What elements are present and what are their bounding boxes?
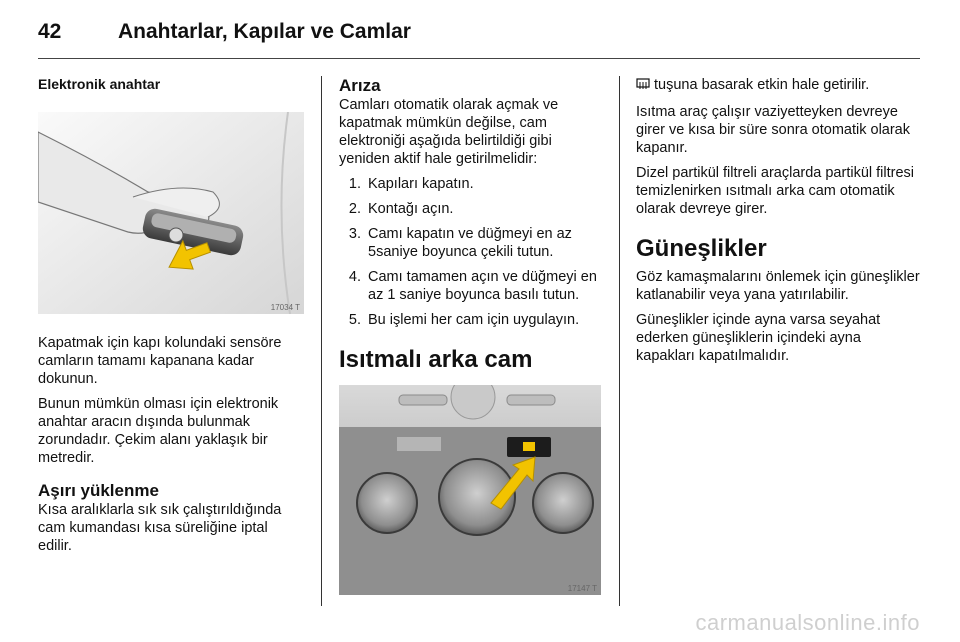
paragraph: Isıtma araç çalışır vaziyetteyken devreye girer ve kısa bir süre sonra otomatik olarak kapanır. (636, 104, 910, 156)
list-item: 4. Camı tamamen açın ve düğmeyi en az 1 saniye boyunca basılı tutun. (365, 268, 601, 304)
heading-overload: Aşırı yüklenme (38, 481, 159, 500)
paragraph: Bunun mümkün olması için elektronik anahtar aracın dışında bulunmak zorundadır. Çekim alanı yaklaşık bir metredir. (38, 396, 279, 466)
page-header (38, 18, 920, 59)
subheading-electronic-key: Elektronik anahtar (38, 76, 161, 92)
figure-code: 17147 T (567, 584, 597, 593)
climate-panel-illustration (339, 385, 601, 595)
list-item: 3. Camı kapatın ve düğmeyi en az 5saniye boyunca çekili tutun. (365, 225, 601, 261)
page-number: 42 (38, 20, 62, 43)
paragraph: Göz kamaşmalarını önlemek için güneşlikler katlanabilir veya yana yatırılabilir. (636, 269, 920, 303)
list-item: 1. Kapıları kapatın. (365, 175, 601, 193)
column-2 (339, 76, 601, 595)
steps-list (339, 175, 601, 329)
paragraph: tuşuna basarak etkin hale getirilir. (650, 77, 870, 93)
heading-fault: Arıza (339, 76, 381, 95)
electronic-key-figure (38, 112, 304, 314)
climate-control-figure (339, 385, 601, 595)
section-title-sun-visors: Güneşlikler (636, 235, 767, 262)
paragraph: Camları otomatik olarak açmak ve kapatmak mümkün değilse, cam elektroniği aşağıda belirtildiği gibi yeniden aktif hale getirilmelidir: (339, 97, 559, 167)
column-1 (38, 76, 304, 562)
hand-on-door-handle-illustration (38, 112, 304, 314)
rear-window-heater-icon (636, 78, 650, 96)
column-3 (636, 76, 920, 372)
paragraph: Kısa aralıklarla sık sık çalıştırıldığında cam kumandası kısa süreliğine iptal edilir. (38, 502, 282, 554)
section-title-heated-rear-window: Isıtmalı arka cam (339, 346, 533, 373)
list-item: 5. Bu işlemi her cam için uygulayın. (365, 311, 601, 329)
figure-code: 17034 T (270, 303, 300, 312)
paragraph: Kapatmak için kapı kolundaki sensöre camların tamamı kapanana kadar dokunun. (38, 335, 282, 387)
paragraph: Güneşlikler içinde ayna varsa seyahat ederken güneşliklerin içindeki ayna kapakları kapatılmalıdır. (636, 312, 881, 364)
paragraph: Dizel partikül filtreli araçlarda partikül filtresi temizlenirken ısıtmalı arka cam otomatik olarak devreye girer. (636, 165, 915, 217)
chapter-title: Anahtarlar, Kapılar ve Camlar (118, 20, 411, 43)
column-divider-2 (619, 76, 620, 606)
watermark: carmanualsonline.info (695, 610, 920, 635)
column-divider-1 (321, 76, 322, 606)
list-item: 2. Kontağı açın. (365, 200, 601, 218)
